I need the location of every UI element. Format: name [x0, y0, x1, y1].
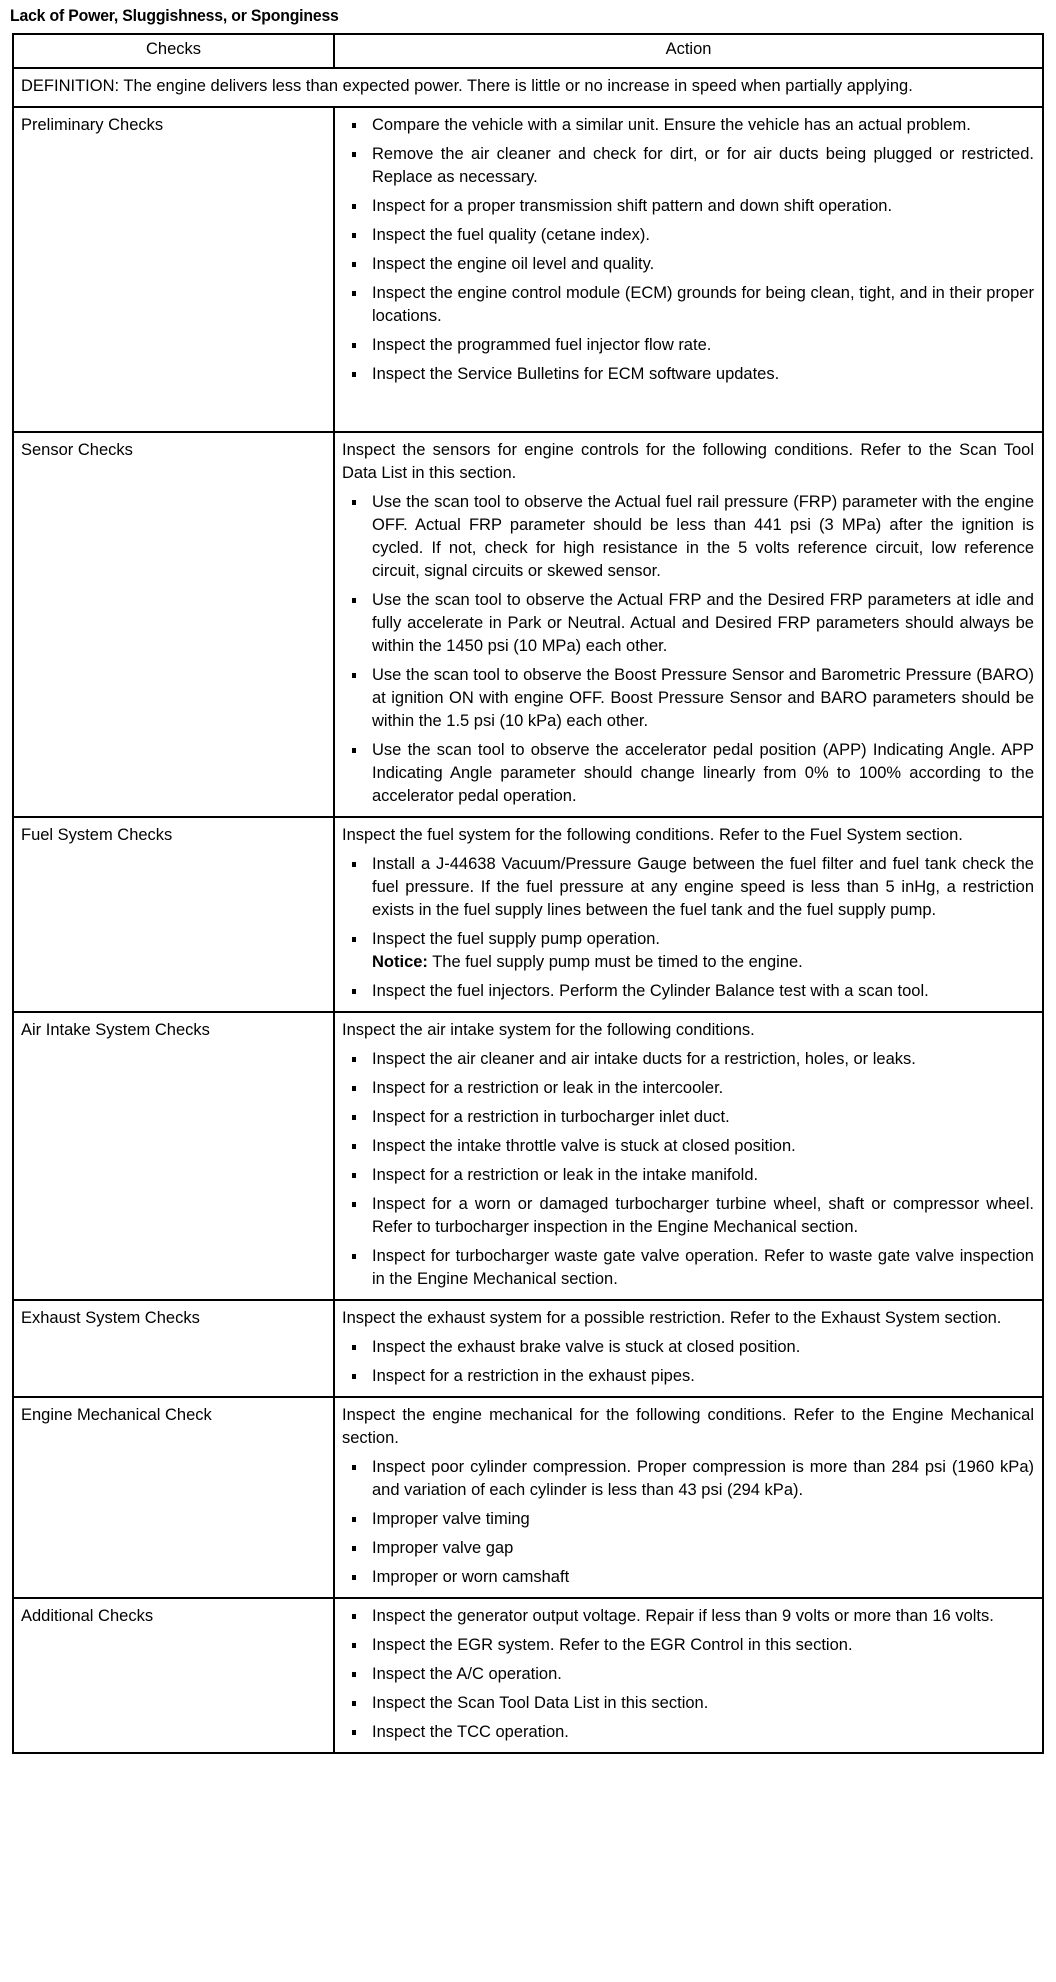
square-bullet-icon [352, 1115, 356, 1120]
list-item: Inspect the air cleaner and air intake ducts for a restriction, holes, or leaks. [350, 1048, 1034, 1071]
bullet-list [342, 491, 1034, 808]
table-row [13, 1300, 1043, 1397]
action-intro: Inspect the fuel system for the following conditions. Refer to the Fuel System section. [342, 826, 963, 844]
square-bullet-icon [352, 1517, 356, 1522]
list-item: Inspect the EGR system. Refer to the EGR Control in this section. [350, 1634, 1034, 1657]
list-item: Inspect for a worn or damaged turbocharger turbine wheel, shaft or compressor wheel. Refer to turbocharger inspection in the Engine Mechanical section. [350, 1193, 1034, 1239]
square-bullet-icon [352, 291, 356, 296]
list-item: Inspect for turbocharger waste gate valve operation. Refer to waste gate valve inspection in the Engine Mechanical section. [350, 1245, 1034, 1291]
table-row [13, 1012, 1043, 1300]
square-bullet-icon [352, 1374, 356, 1379]
column-header-action: Action [334, 34, 1043, 68]
square-bullet-icon [352, 1144, 356, 1149]
square-bullet-icon [352, 1173, 356, 1178]
list-item: Install a J-44638 Vacuum/Pressure Gauge between the fuel filter and fuel tank check the fuel pressure. If the fuel pressure at any engine speed is less than 5 inHg, a restriction exists in the fuel supply lines between the fuel tank and the fuel supply pump. [350, 853, 1034, 922]
action-intro: Inspect the engine mechanical for the following conditions. Refer to the Engine Mechanical section. [342, 1406, 1034, 1447]
list-item: Compare the vehicle with a similar unit. Ensure the vehicle has an actual problem. [350, 114, 1034, 137]
action-intro: Inspect the air intake system for the following conditions. [342, 1021, 755, 1039]
list-item: Inspect poor cylinder compression. Proper compression is more than 284 psi (1960 kPa) and variation of each cylinder is less than 43 psi (294 kPa). [350, 1456, 1034, 1502]
square-bullet-icon [352, 748, 356, 753]
diagnostic-checks-table [12, 33, 1044, 1754]
list-item: Inspect the generator output voltage. Repair if less than 9 volts or more than 16 volts. [350, 1605, 1034, 1628]
action-cell [334, 817, 1043, 1012]
square-bullet-icon [352, 500, 356, 505]
definition-text: DEFINITION: The engine delivers less than expected power. There is little or no increase in speed when partially applying. [13, 68, 1043, 107]
action-cell [334, 1012, 1043, 1300]
action-intro: Inspect the exhaust system for a possible restriction. Refer to the Exhaust System section. [342, 1309, 1002, 1327]
square-bullet-icon [352, 862, 356, 867]
notice-text: The fuel supply pump must be timed to the engine. [427, 953, 803, 971]
bullet-list [342, 1456, 1034, 1589]
square-bullet-icon [352, 1614, 356, 1619]
list-item: Inspect the A/C operation. [350, 1663, 1034, 1686]
check-name: Additional Checks [13, 1598, 334, 1753]
list-item: Use the scan tool to observe the accelerator pedal position (APP) Indicating Angle. APP Indicating Angle parameter should change linearly from 0% to 100% according to the accelerator pedal operation. [350, 739, 1034, 808]
square-bullet-icon [352, 262, 356, 267]
square-bullet-icon [352, 1730, 356, 1735]
list-item: Inspect the Scan Tool Data List in this section. [350, 1692, 1034, 1715]
square-bullet-icon [352, 1643, 356, 1648]
list-item: Inspect for a restriction or leak in the intercooler. [350, 1077, 1034, 1100]
definition-row [13, 68, 1043, 107]
table-row [13, 817, 1043, 1012]
list-item: Inspect the fuel injectors. Perform the Cylinder Balance test with a scan tool. [350, 980, 1034, 1003]
square-bullet-icon [352, 673, 356, 678]
table-header-row [13, 34, 1043, 68]
list-item: Use the scan tool to observe the Boost Pressure Sensor and Barometric Pressure (BARO) at ignition ON with engine OFF. Boost Pressure Sensor and BARO parameters should be within the 1.5 psi (10 kPa) each other. [350, 664, 1034, 733]
square-bullet-icon [352, 343, 356, 348]
list-item: Inspect for a restriction in the exhaust pipes. [350, 1365, 1034, 1388]
list-item: Use the scan tool to observe the Actual FRP and the Desired FRP parameters at idle and fully accelerate in Park or Neutral. Actual and Desired FRP parameters should always be within the 1450 psi (10 MPa) each other. [350, 589, 1034, 658]
check-name: Preliminary Checks [13, 107, 334, 432]
square-bullet-icon [352, 1345, 356, 1350]
square-bullet-icon [352, 937, 356, 942]
list-item: Inspect the intake throttle valve is stuck at closed position. [350, 1135, 1034, 1158]
check-name: Exhaust System Checks [13, 1300, 334, 1397]
list-item: Improper valve timing [350, 1508, 1034, 1531]
list-item: Inspect the TCC operation. [350, 1721, 1034, 1744]
square-bullet-icon [352, 1254, 356, 1259]
square-bullet-icon [352, 989, 356, 994]
action-intro: Inspect the sensors for engine controls for the following conditions. Refer to the Scan Tool Data List in this section. [342, 441, 1034, 482]
square-bullet-icon [352, 1672, 356, 1677]
list-item: Remove the air cleaner and check for dirt, or for air ducts being plugged or restricted. Replace as necessary. [350, 143, 1034, 189]
list-item: Inspect for a restriction or leak in the intake manifold. [350, 1164, 1034, 1187]
table-row [13, 107, 1043, 432]
bullet-list [342, 1605, 1034, 1744]
action-cell [334, 432, 1043, 817]
square-bullet-icon [352, 598, 356, 603]
square-bullet-icon [352, 123, 356, 128]
bullet-list [342, 114, 1034, 386]
square-bullet-icon [352, 1086, 356, 1091]
bullet-list [342, 1336, 1034, 1388]
check-name: Engine Mechanical Check [13, 1397, 334, 1598]
square-bullet-icon [352, 1202, 356, 1207]
square-bullet-icon [352, 1546, 356, 1551]
action-cell [334, 1598, 1043, 1753]
bullet-list [342, 853, 1034, 1003]
check-name: Air Intake System Checks [13, 1012, 334, 1300]
list-item: Use the scan tool to observe the Actual fuel rail pressure (FRP) parameter with the engine OFF. Actual FRP parameter should be less than 441 psi (3 MPa) after the ignition is cycled. If not, check for high resistance in the 5 volts reference circuit, low reference circuit, signal circuits or skewed sensor. [350, 491, 1034, 583]
table-row [13, 1598, 1043, 1753]
square-bullet-icon [352, 204, 356, 209]
action-cell [334, 1300, 1043, 1397]
list-item: Inspect the engine oil level and quality. [350, 253, 1034, 276]
square-bullet-icon [352, 1701, 356, 1706]
list-item: Inspect for a restriction in turbocharger inlet duct. [350, 1106, 1034, 1129]
list-item: Inspect the programmed fuel injector flow rate. [350, 334, 1034, 357]
bullet-list [342, 1048, 1034, 1291]
list-item: Inspect the engine control module (ECM) grounds for being clean, tight, and in their proper locations. [350, 282, 1034, 328]
list-item: Inspect the fuel supply pump operation. Notice: The fuel supply pump must be timed to the engine. [350, 928, 1034, 974]
square-bullet-icon [352, 372, 356, 377]
square-bullet-icon [352, 1057, 356, 1062]
list-item: Inspect the Service Bulletins for ECM software updates. [350, 363, 1034, 386]
list-item: Inspect for a proper transmission shift pattern and down shift operation. [350, 195, 1034, 218]
square-bullet-icon [352, 152, 356, 157]
notice-label: Notice: [372, 953, 428, 971]
list-item: Improper valve gap [350, 1537, 1034, 1560]
square-bullet-icon [352, 1575, 356, 1580]
check-name: Sensor Checks [13, 432, 334, 817]
action-cell [334, 107, 1043, 432]
check-name: Fuel System Checks [13, 817, 334, 1012]
list-item: Inspect the fuel quality (cetane index). [350, 224, 1034, 247]
list-item: Inspect the exhaust brake valve is stuck at closed position. [350, 1336, 1034, 1359]
table-row [13, 432, 1043, 817]
square-bullet-icon [352, 233, 356, 238]
square-bullet-icon [352, 1465, 356, 1470]
table-row [13, 1397, 1043, 1598]
action-cell [334, 1397, 1043, 1598]
list-item: Improper or worn camshaft [350, 1566, 1034, 1589]
page-title: Lack of Power, Sluggishness, or Sponginess [10, 6, 339, 25]
column-header-checks: Checks [13, 34, 334, 68]
